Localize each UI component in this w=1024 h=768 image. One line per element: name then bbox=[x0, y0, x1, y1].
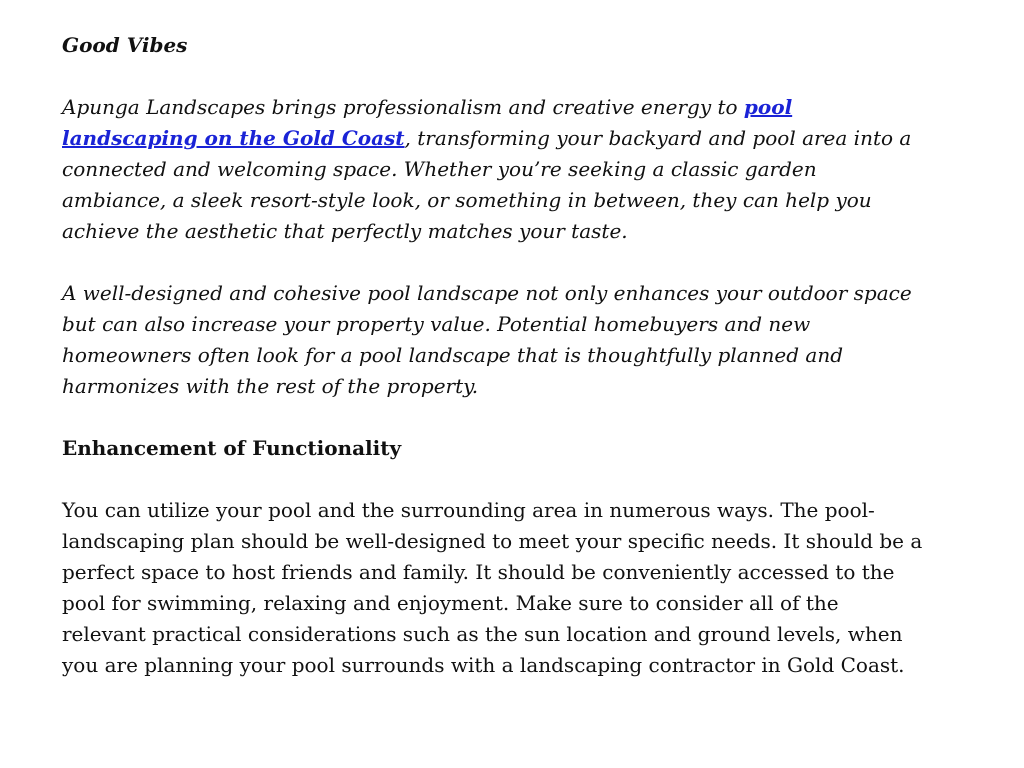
paragraph-functionality: You can utilize your pool and the surrounding area in numerous ways. The pool-landscaping plan should be well-designed to meet your specific needs. It should be a perfect space to host friends and family. It should be conveniently accessed to the pool for swimming, relaxing and enjoyment. Make sure to consider all of the relevant practical considerations such as the sun location and ground levels, when you are planning your pool surrounds with a landscaping contractor in Gold Coast. bbox=[62, 498, 923, 677]
paragraph-apunga-intro bbox=[62, 92, 924, 247]
section-heading-good-vibes: Good Vibes bbox=[62, 33, 188, 57]
pool-landscaping-link[interactable]: pool landscaping on the Gold Coast bbox=[62, 95, 793, 150]
section-heading-functionality: Enhancement of Functionality bbox=[62, 436, 402, 460]
paragraph-text-before-link: Apunga Landscapes brings professionalism and creative energy to bbox=[62, 95, 744, 119]
document-page bbox=[62, 30, 924, 712]
paragraph-text-after-link: , transforming your backyard and pool area into a connected and welcoming space. Whether you’re seeking a classic garden ambiance, a sleek resort-style look, or something in between, they can help you achieve the aesthetic that perfectly matches your taste. bbox=[62, 126, 912, 243]
paragraph-property-value: A well-designed and cohesive pool landscape not only enhances your outdoor space but can also increase your property value. Potential homebuyers and new homeowners often look for a pool landscape that is thoughtfully planned and harmonizes with the rest of the property. bbox=[62, 281, 912, 398]
